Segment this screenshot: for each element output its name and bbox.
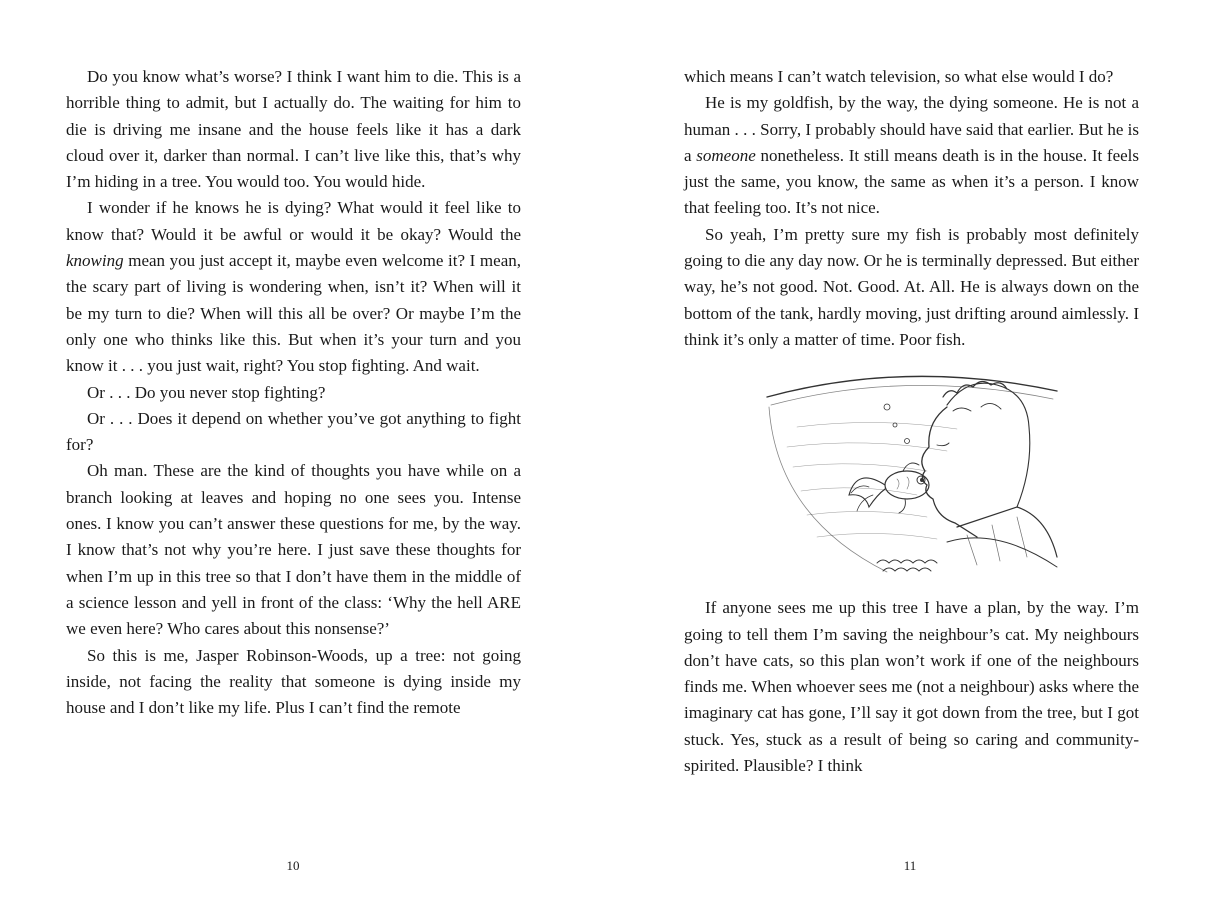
paragraph-text: He is my goldfish, by the way, the dying someone. He is not a human . . . Sorry, I probably should have said that earlier. But he is a xyxy=(684,93,1139,165)
emphasis: knowing xyxy=(66,251,124,271)
paragraph xyxy=(66,195,521,379)
emphasis: someone xyxy=(696,145,756,165)
paragraph-continuation: which means I can’t watch television, so what else would I do? xyxy=(684,67,1114,86)
paragraph: If anyone sees me up this tree I have a plan, by the way. I’m going to tell them I’m saving the neighbour’s cat. My neighbours don’t have cats, so this plan won’t work if one of the neighbours finds me. When whoever sees me (not a neighbour) asks where the imaginary cat has gone, I’ll say it got down from the tree, but I got stuck. Yes, stuck as a result of being so caring and community-spirited. Plausible? I think xyxy=(684,598,1139,776)
paragraph: Or . . . Does it depend on whether you’ve got anything to fight for? xyxy=(66,408,521,455)
paragraph xyxy=(684,90,1139,221)
paragraph-text: I wonder if he knows he is dying? What would it feel like to know that? Would it be awful or would it be okay? Would the xyxy=(66,198,521,244)
paragraph: Or . . . Do you never stop fighting? xyxy=(87,382,326,402)
page-number: 10 xyxy=(286,858,300,873)
paragraph-text: nonetheless. It still means death is in the house. It feels just the same, you know, the same as when it’s a person. I know that feeling too. It’s not nice. xyxy=(684,145,1140,218)
paragraph: Oh man. These are the kind of thoughts you have while on a branch looking at leaves and hoping no one sees you. Intense ones. I know you can’t answer these questions for me, by the way. I know that’s not why you’re here. I just save these thoughts for when I’m up in this tree so that I don’t have them in the middle of a science lesson and yell in front of the class: ‘Why the hell ARE we even here? Who cares about this nonsense?’ xyxy=(66,461,521,639)
paragraph: Do you know what’s worse? I think I want him to die. This is a horrible thing to admit, but I actually do. The waiting for him to die is driving me insane and the house feels like it has a dark cloud over it, darker than normal. I can’t live like this, that’s why I’m hiding in a tree. You would too. You would hide. xyxy=(66,67,521,192)
goldfish-bowl-illustration xyxy=(757,367,1067,577)
right-page xyxy=(684,64,1139,779)
page-number: 11 xyxy=(903,858,917,873)
paragraph: So yeah, I’m pretty sure my fish is probably most definitely going to die any day now. Or he is terminally depressed. But either way, he’s not good. Not. Good. At. All. He is always down on the bottom of the tank, hardly moving, just drifting around aimlessly. I think it’s only a matter of time. Poor fish. xyxy=(684,224,1139,349)
paragraph: So this is me, Jasper Robinson-Woods, up a tree: not going inside, not facing the reality that someone is dying inside my house and I don’t like my life. Plus I can’t find the remote xyxy=(66,645,521,718)
left-page xyxy=(66,64,521,721)
paragraph-text: mean you just accept it, maybe even welcome it? I mean, the scary part of living is wondering when, isn’t it? When will it be my turn to die? When will this all be over? Or maybe I’m the only one who thinks like this. But when it’s your turn and you know it . . . you just wait, right? You stop fighting. And wait. xyxy=(66,251,521,376)
